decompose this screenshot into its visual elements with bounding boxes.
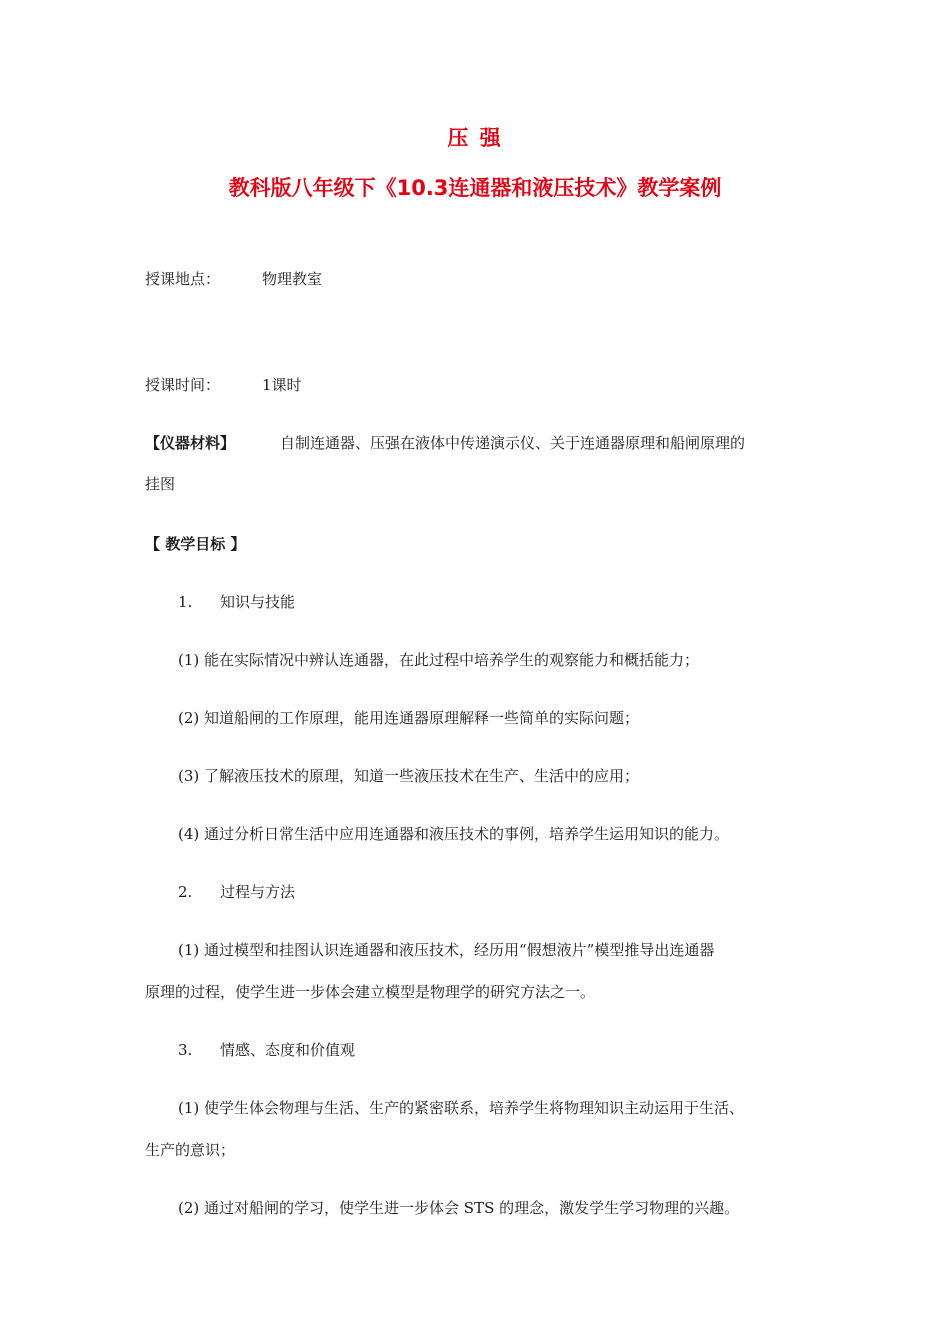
section-2-item-line2: 原理的过程，使学生进一步体会建立模型是物理学的研究方法之一。 [145, 983, 596, 1001]
section-3-title [178, 1039, 355, 1060]
section-1-label: 知识与技能 [220, 593, 296, 611]
place-value: 物理教室 [262, 270, 323, 288]
place-row [145, 268, 322, 289]
page-title: 压 强 [447, 126, 503, 150]
section-3-item1-line1: (1) 使学生体会物理与生活、生产的紧密联系，培养学生将物理知识主动运用于生活、 [178, 1099, 745, 1117]
materials-text-line1: 自制连通器、压强在液体中传递演示仪、关于连通器原理和船闸原理的 [280, 434, 746, 452]
time-row [145, 374, 302, 395]
time-value: 1课时 [262, 376, 302, 394]
list-item: (2) 知道船闸的工作原理，能用连通器原理解释一些简单的实际问题； [178, 709, 640, 727]
section-2-label: 过程与方法 [220, 883, 296, 901]
time-label: 授课时间： [145, 376, 221, 394]
section-2-number: 2. [178, 883, 193, 901]
list-item: (3) 了解液压技术的原理，知道一些液压技术在生产、生活中的应用； [178, 767, 640, 785]
section-3-item1-line2: 生产的意识； [145, 1141, 236, 1159]
list-item: (4) 通过分析日常生活中应用连通器和液压技术的事例，培养学生运用知识的能力。 [178, 825, 730, 843]
goals-heading: 【 教学目标 】 [145, 535, 246, 553]
materials-text-line2: 挂图 [145, 475, 176, 493]
section-3-item2: (2) 通过对船闸的学习，使学生进一步体会 STS 的理念，激发学生学习物理的兴趣。 [178, 1199, 740, 1217]
materials-heading: 【仪器材料】 [145, 434, 236, 452]
section-1-number: 1. [178, 593, 193, 611]
section-1-title [178, 591, 295, 612]
section-2-item-line1: (1) 通过模型和挂图认识连通器和液压技术，经历用“假想液片”模型推导出连通器 [178, 941, 715, 959]
place-label: 授课地点： [145, 270, 221, 288]
section-3-label: 情感、态度和价值观 [220, 1041, 356, 1059]
page-subtitle: 教科版八年级下《10.3连通器和液压技术》教学案例 [228, 176, 722, 200]
section-3-number: 3. [178, 1041, 193, 1059]
materials-row [145, 432, 745, 453]
section-2-title [178, 881, 295, 902]
list-item: (1) 能在实际情况中辨认连通器，在此过程中培养学生的观察能力和概括能力； [178, 651, 700, 669]
